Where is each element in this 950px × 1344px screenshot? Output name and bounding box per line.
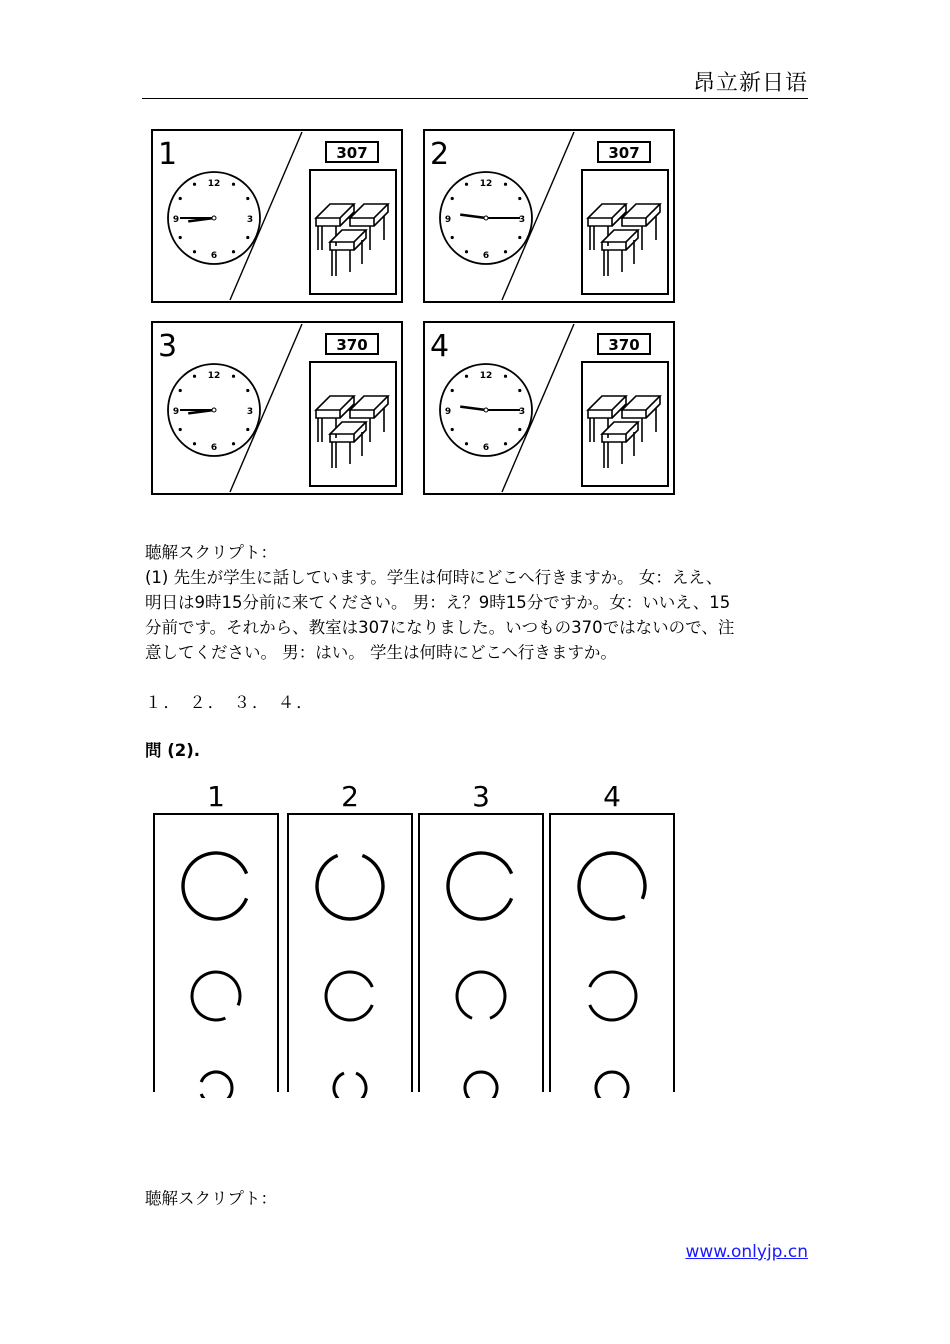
column-frame bbox=[419, 814, 543, 1092]
header-brand: 昂立新日语 bbox=[692, 71, 808, 96]
question2-label: 問 (2). bbox=[145, 741, 201, 760]
panel-number: 1 bbox=[158, 137, 178, 172]
question1-figure bbox=[148, 126, 688, 502]
dial-label: 12 bbox=[479, 371, 493, 381]
script-label-2: 聴解スクリプト： bbox=[145, 1189, 277, 1208]
script-line: 意してください。 男：はい。 学生は何時にどこへ行きますか。 bbox=[145, 643, 617, 662]
panel-number: 2 bbox=[430, 137, 450, 172]
column-number: 3 bbox=[472, 780, 490, 813]
broken-ring bbox=[334, 1073, 366, 1098]
column-frame bbox=[154, 814, 278, 1092]
ring-column bbox=[154, 780, 278, 1098]
column-number: 4 bbox=[603, 780, 621, 813]
broken-ring bbox=[183, 853, 247, 919]
script-line: (1) 先生が学生に話しています。学生は何時にどこへ行きますか。 女：ええ、 bbox=[145, 568, 723, 587]
room-number: 370 bbox=[608, 336, 640, 354]
panel-number: 3 bbox=[158, 329, 178, 364]
dial-label: 6 bbox=[482, 251, 490, 261]
ring-column bbox=[288, 780, 412, 1098]
room-number: 370 bbox=[336, 336, 368, 354]
ring-column bbox=[419, 780, 543, 1098]
room-number: 307 bbox=[608, 144, 640, 162]
broken-ring bbox=[457, 972, 505, 1018]
script-text bbox=[145, 565, 815, 665]
broken-ring bbox=[448, 853, 512, 919]
dial-label: 3 bbox=[246, 407, 254, 417]
dial-label: 3 bbox=[518, 407, 526, 417]
header-divider bbox=[142, 98, 808, 99]
column-frame bbox=[550, 814, 674, 1092]
column-number: 2 bbox=[341, 780, 359, 813]
broken-ring bbox=[465, 1072, 497, 1098]
broken-ring bbox=[579, 853, 645, 919]
dial-label: 12 bbox=[207, 179, 221, 189]
clock-panel bbox=[152, 130, 402, 302]
broken-ring bbox=[596, 1072, 628, 1098]
room-number: 307 bbox=[336, 144, 368, 162]
broken-ring bbox=[192, 972, 240, 1020]
dial-label: 12 bbox=[479, 179, 493, 189]
dial-label: 9 bbox=[444, 407, 452, 417]
dial-label: 6 bbox=[210, 443, 218, 453]
column-frame bbox=[288, 814, 412, 1092]
script-label: 聴解スクリプト： bbox=[145, 543, 277, 562]
ring-column bbox=[550, 780, 674, 1098]
broken-ring bbox=[590, 972, 636, 1020]
script-line: 分前です。それから、教室は307になりました。いつもの370ではないので、注 bbox=[145, 618, 735, 637]
dial-label: 3 bbox=[518, 215, 526, 225]
broken-ring bbox=[201, 1072, 232, 1098]
clock-icon bbox=[168, 172, 260, 264]
broken-ring bbox=[326, 972, 372, 1020]
question2-figure bbox=[148, 778, 688, 1098]
panel-number: 4 bbox=[430, 329, 450, 364]
clock-icon bbox=[168, 364, 260, 456]
dial-label: 6 bbox=[482, 443, 490, 453]
clock-icon bbox=[440, 172, 532, 264]
clock-panel bbox=[424, 130, 674, 302]
dial-label: 9 bbox=[444, 215, 452, 225]
clock-panel bbox=[152, 322, 402, 494]
footer-link[interactable]: www.onlyjp.cn bbox=[685, 1242, 808, 1262]
clock-icon bbox=[440, 364, 532, 456]
column-number: 1 bbox=[207, 780, 225, 813]
clock-panel bbox=[424, 322, 674, 494]
broken-ring bbox=[317, 855, 383, 919]
answer-choices: １． ２． ３． ４． bbox=[145, 693, 315, 712]
dial-label: 9 bbox=[172, 215, 180, 225]
dial-label: 6 bbox=[210, 251, 218, 261]
dial-label: 9 bbox=[172, 407, 180, 417]
dial-label: 12 bbox=[207, 371, 221, 381]
script-line: 明日は9時15分前に来てください。 男：え？9時15分ですか。女：いいえ、15 bbox=[145, 593, 731, 612]
dial-label: 3 bbox=[246, 215, 254, 225]
